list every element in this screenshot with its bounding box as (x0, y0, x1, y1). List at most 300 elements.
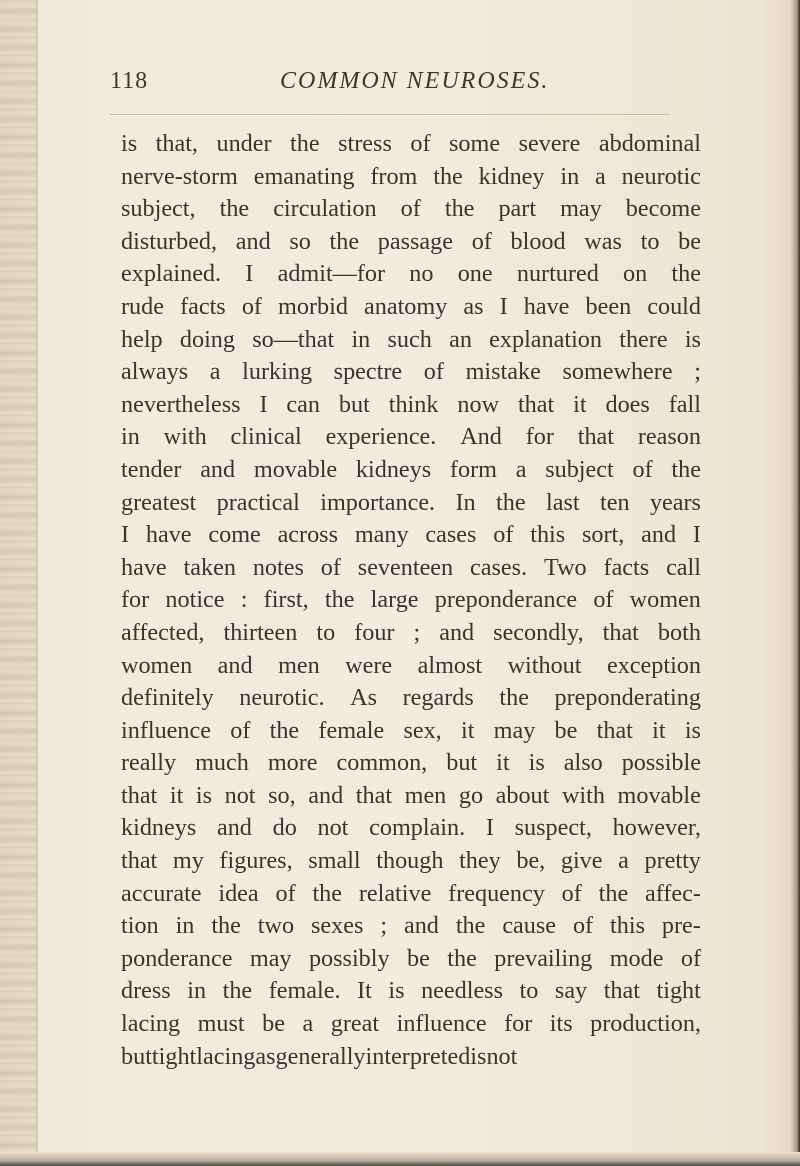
word: under (216, 130, 272, 157)
word: explanation (489, 325, 602, 353)
word: form (449, 455, 497, 483)
word: the (290, 130, 320, 157)
word: that (517, 390, 555, 418)
word: of (230, 716, 251, 744)
text-line (121, 454, 701, 487)
word: in (351, 325, 371, 353)
word: men (404, 781, 447, 809)
word: and (217, 651, 253, 679)
word: though (376, 847, 444, 875)
word: can (286, 390, 320, 418)
text-line (121, 519, 701, 552)
word: lacing (121, 1010, 181, 1038)
word: on (623, 260, 648, 288)
word: I (485, 814, 494, 842)
word: notes (252, 553, 304, 581)
word: small (308, 847, 361, 875)
word: production, (590, 1010, 701, 1038)
word: pretty (644, 847, 701, 875)
word: lacing (196, 1042, 256, 1070)
word: influence (396, 1010, 487, 1038)
page-right-edge (790, 0, 800, 1166)
word: I (245, 260, 254, 288)
word: a (209, 358, 221, 386)
word: clinical (230, 423, 302, 451)
word: it (573, 390, 587, 418)
word: much (195, 749, 249, 777)
word: a (595, 162, 606, 190)
text-line (121, 617, 701, 650)
word: somewhere (562, 358, 673, 386)
word: be (407, 944, 430, 972)
word: come (208, 521, 261, 549)
word: give (560, 847, 603, 875)
word: of (632, 455, 653, 483)
word: of (275, 879, 296, 907)
word: : (240, 586, 248, 614)
word: call (666, 553, 701, 581)
text-line (121, 291, 701, 324)
word: four (354, 618, 395, 646)
text-line (121, 128, 701, 161)
word: that (577, 423, 615, 451)
word: interpreted (365, 1042, 471, 1070)
text-line (121, 389, 701, 422)
word: not (317, 814, 349, 842)
word: subject, (121, 195, 196, 223)
word: that (121, 781, 158, 809)
word: kidneys (355, 455, 432, 483)
word: nerve-storm (121, 162, 238, 190)
text-line (121, 910, 701, 943)
word: ; (694, 358, 701, 386)
text-line (121, 226, 701, 259)
word: severe (518, 130, 581, 157)
word: of (493, 521, 514, 549)
word: as (463, 292, 484, 320)
word: go (458, 781, 484, 809)
word: figures, (219, 847, 293, 875)
word: such (387, 325, 432, 353)
word: of (410, 130, 431, 157)
text-line (121, 421, 701, 454)
word: a (515, 455, 527, 483)
word: of (400, 195, 421, 223)
word: exception (606, 651, 701, 679)
word: passage (377, 227, 454, 255)
word: that (602, 618, 639, 646)
word: not (224, 781, 256, 809)
word: the (312, 879, 342, 907)
word: mode (609, 944, 664, 972)
word: experience. (325, 423, 437, 451)
word: however, (612, 814, 701, 842)
word: needless (421, 977, 504, 1005)
word: be (678, 227, 701, 255)
word: with (561, 781, 605, 809)
text-line (121, 552, 701, 585)
word: female. (268, 977, 341, 1005)
word: have (121, 553, 167, 581)
word: of (593, 586, 614, 614)
word: and (439, 618, 475, 646)
word: large (370, 586, 419, 614)
word: affec- (645, 879, 701, 907)
word: with (163, 423, 207, 451)
text-line (121, 324, 701, 357)
word: the (211, 912, 241, 940)
text-line (121, 487, 701, 520)
word: one (457, 260, 493, 288)
word: Two (543, 553, 587, 581)
word: doing (179, 325, 235, 353)
word: last (546, 488, 580, 516)
word: subject (545, 455, 614, 483)
word: that, (155, 130, 198, 157)
word: suspect, (514, 814, 592, 842)
word: tender (121, 455, 182, 483)
word: female (318, 716, 385, 744)
word: tion (121, 912, 159, 940)
text-line (121, 878, 701, 911)
word: must (197, 1010, 245, 1038)
header-rule (110, 114, 670, 115)
page-number: 118 (110, 68, 149, 94)
text-line (121, 193, 701, 226)
word: it (169, 781, 184, 809)
word: is (528, 749, 545, 777)
word: that (596, 716, 633, 744)
word: the (219, 195, 250, 223)
word: cases (425, 521, 477, 549)
word: the (499, 684, 529, 712)
word: of (241, 292, 262, 320)
word: practical (216, 488, 300, 516)
word: As (350, 684, 378, 712)
word: and (641, 521, 677, 549)
word: complain. (369, 814, 466, 842)
word: think (388, 390, 439, 418)
word: also (563, 749, 603, 777)
word: seventeen (357, 553, 454, 581)
word: the (671, 260, 701, 288)
word: were (345, 651, 393, 679)
word: nurtured (516, 260, 599, 288)
word: that (355, 781, 393, 809)
word: from (370, 162, 418, 190)
word: preponderating (554, 684, 701, 712)
word: to (316, 618, 336, 646)
word: there (619, 325, 668, 353)
word: morbid (278, 292, 348, 320)
word: have (145, 521, 192, 549)
word: a (302, 1010, 314, 1038)
word: be (262, 1010, 285, 1038)
word: across (277, 521, 339, 549)
word: for (504, 1010, 533, 1038)
word: is (684, 325, 701, 353)
word: explained. (121, 260, 222, 288)
word: now (457, 390, 500, 418)
word: is (121, 130, 138, 157)
word: does (605, 390, 650, 418)
word: blood (510, 227, 566, 255)
word: say (554, 977, 588, 1005)
word: taken (183, 553, 236, 581)
word: may (560, 195, 602, 223)
word: no (409, 260, 434, 288)
word: the (598, 879, 629, 907)
word: prevailing (494, 944, 593, 972)
word: secondly, (493, 618, 584, 646)
word: in (121, 423, 140, 451)
word: but (121, 1042, 152, 1070)
body-text (121, 128, 701, 1073)
word: but (446, 749, 478, 777)
word: its (549, 1010, 573, 1038)
text-line (121, 584, 701, 617)
word: of (680, 944, 701, 972)
word: the (444, 195, 475, 223)
word: in (187, 977, 207, 1005)
word: this (610, 912, 645, 940)
word: importance. (320, 488, 436, 516)
word: almost (417, 651, 483, 679)
word: could (647, 292, 701, 320)
word: part (498, 195, 537, 223)
word: lurking (242, 358, 313, 386)
word: not (486, 1042, 518, 1070)
word: affected, (121, 618, 205, 646)
word: I (259, 390, 268, 418)
word: fall (668, 390, 701, 418)
word: dress (121, 977, 171, 1005)
word: the (447, 944, 477, 972)
word: always (121, 358, 189, 386)
word: and (216, 814, 252, 842)
word: in (175, 912, 195, 940)
word: sex, (403, 716, 442, 744)
word: frequency (448, 879, 545, 907)
word: that (603, 977, 640, 1005)
word: and (308, 781, 344, 809)
word: my (172, 847, 204, 875)
word: of (471, 227, 492, 255)
text-line (121, 682, 701, 715)
word: movable (617, 781, 701, 809)
text-line (121, 975, 701, 1008)
word: years (649, 488, 701, 516)
word: but (338, 390, 370, 418)
word: idea (218, 879, 259, 907)
word: an (449, 325, 472, 353)
word: it (496, 749, 510, 777)
word: do (272, 814, 297, 842)
word: movable (253, 455, 338, 483)
word: facts (603, 553, 650, 581)
word: kidneys (121, 814, 197, 842)
word: of (320, 553, 341, 581)
word: possibly (308, 944, 390, 972)
word: for (121, 586, 150, 614)
word: nevertheless (121, 390, 241, 418)
word: the (329, 227, 360, 255)
word: the (433, 162, 463, 190)
word: cases. (470, 553, 528, 581)
word: is (388, 977, 405, 1005)
word: the (269, 716, 300, 744)
word: disturbed, (121, 227, 218, 255)
word: circulation (273, 195, 377, 223)
word: reason (637, 423, 701, 451)
text-line (121, 845, 701, 878)
word: it (652, 716, 666, 744)
word: great (330, 1010, 380, 1038)
word: ; (413, 618, 421, 646)
word: greatest (121, 488, 197, 516)
text-line (121, 747, 701, 780)
word: without (507, 651, 582, 679)
word: some (449, 130, 501, 157)
word: notice (165, 586, 225, 614)
word: facts (180, 292, 226, 320)
word: and (403, 912, 439, 940)
word: is (470, 1042, 487, 1070)
word: It (357, 977, 372, 1005)
word: ponderance (121, 944, 233, 972)
word: so (289, 227, 311, 255)
word: the (324, 586, 355, 614)
word: was (584, 227, 622, 255)
word: spectre (333, 358, 403, 386)
word: is (195, 781, 213, 809)
binding-edge (0, 0, 38, 1166)
word: pre- (661, 912, 701, 940)
word: women (121, 651, 193, 679)
word: they (459, 847, 501, 875)
word: neurotic. (239, 684, 325, 712)
word: to (640, 227, 660, 255)
word: possible (621, 749, 701, 777)
text-line (121, 1041, 701, 1074)
word: first, (263, 586, 309, 614)
word: as (255, 1042, 276, 1070)
text-line (121, 650, 701, 683)
word: relative (358, 879, 432, 907)
word: the (222, 977, 253, 1005)
running-head: COMMON NEUROSES. (280, 68, 550, 94)
word: common, (336, 749, 428, 777)
word: women (629, 586, 701, 614)
word: abdominal (598, 130, 701, 157)
word: it (460, 716, 475, 744)
word: two (257, 912, 295, 940)
word: the (496, 488, 526, 516)
text-line (121, 812, 701, 845)
word: be (554, 716, 578, 744)
word: rude (121, 292, 164, 320)
word: men (278, 651, 320, 679)
word: about (495, 781, 550, 809)
text-line (121, 780, 701, 813)
word: to (519, 977, 539, 1005)
word: definitely (121, 684, 214, 712)
word: of (572, 912, 594, 940)
word: tight (656, 977, 701, 1005)
word: have (523, 292, 570, 320)
word: stress (338, 130, 392, 157)
word: be, (516, 847, 546, 875)
word: cause (502, 912, 557, 940)
word: sort, (581, 521, 625, 549)
word: many (354, 521, 409, 549)
page-header (110, 68, 670, 104)
word: may (249, 944, 292, 972)
text-line (121, 161, 701, 194)
word: regards (402, 684, 474, 712)
word: help (121, 325, 163, 353)
word: really (121, 749, 177, 777)
word: And (460, 423, 502, 451)
word: tight (151, 1042, 197, 1070)
word: become (625, 195, 701, 223)
word: so, (268, 781, 296, 809)
word: the (455, 912, 486, 940)
word: generally (275, 1042, 366, 1070)
word: and (235, 227, 271, 255)
word: in (560, 162, 580, 190)
word: more (267, 749, 318, 777)
text-line (121, 943, 701, 976)
text-line (121, 258, 701, 291)
word: sexes (311, 912, 364, 940)
word: I (692, 521, 701, 549)
word: I (499, 292, 508, 320)
word: mistake (465, 358, 541, 386)
text-line (121, 715, 701, 748)
word: preponderance (434, 586, 578, 614)
word: anatomy (364, 292, 448, 320)
page-bottom-edge (0, 1152, 800, 1166)
word: of (423, 358, 444, 386)
word: a (618, 847, 629, 875)
word: both (657, 618, 701, 646)
text-line (121, 356, 701, 389)
word: neurotic (621, 162, 701, 190)
word: is (684, 716, 701, 744)
word: kidney (478, 162, 545, 190)
word: for (525, 423, 554, 451)
word: of (561, 879, 582, 907)
word: so—that (252, 325, 335, 353)
word: the (671, 455, 701, 483)
word: may (493, 716, 536, 744)
word: emanating (253, 162, 355, 190)
word: and (200, 455, 236, 483)
word: I (121, 521, 130, 549)
word: thirteen (223, 618, 298, 646)
word: this (530, 521, 566, 549)
word: In (455, 488, 476, 516)
word: admit—for (277, 260, 386, 288)
word: accurate (121, 879, 202, 907)
word: been (585, 292, 632, 320)
word: influence (121, 716, 211, 744)
word: ten (599, 488, 630, 516)
text-line (121, 1008, 701, 1041)
word: ; (380, 912, 388, 940)
word: that (121, 847, 158, 875)
